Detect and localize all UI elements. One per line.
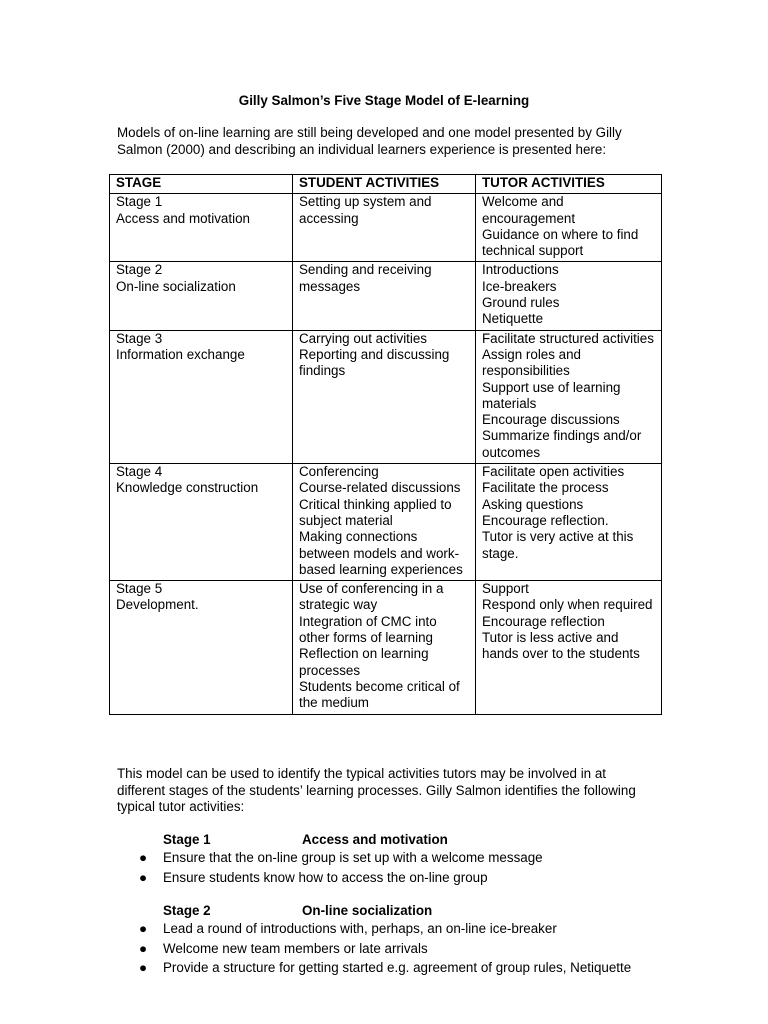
header-stage: STAGE — [110, 175, 293, 194]
tutor-activity: Support — [482, 581, 529, 597]
bullet-text: Provide a structure for getting started e.g. agreement of group rules, Netiquette — [163, 960, 632, 975]
student-activity: Integration of CMC into other forms of learning — [299, 613, 437, 646]
table-row — [110, 194, 662, 262]
table-row — [110, 464, 662, 581]
list-item — [117, 870, 677, 887]
tutor-activity: Asking questions — [482, 496, 584, 512]
stage-name: Information exchange — [116, 346, 245, 362]
tutor-activity: Facilitate structured activities — [482, 330, 654, 346]
stage-heading — [117, 903, 677, 921]
tutor-activity: Ice-breakers — [482, 278, 557, 294]
stage-bullet-list — [117, 921, 677, 977]
student-activity: Conferencing — [299, 464, 379, 480]
student-activity: Setting up system and accessing — [299, 194, 432, 226]
stage-cell — [110, 194, 293, 262]
student-activity: Carrying out activities — [299, 330, 428, 346]
tutor-activities-cell — [476, 581, 662, 714]
bullet-text: Ensure students know how to access the on-line group — [163, 869, 488, 885]
stage-number: Stage 2 — [116, 262, 163, 278]
tutor-activities-cell — [476, 330, 662, 463]
stage-name: On-line socialization — [116, 278, 236, 294]
stage-2-section — [117, 903, 677, 980]
student-activity: Use of conferencing in a strategic way — [299, 581, 444, 613]
bullet-icon: ● — [139, 940, 148, 956]
header-student-activities: STUDENT ACTIVITIES — [293, 175, 476, 194]
stage-bullet-list — [117, 850, 677, 886]
list-item — [117, 960, 643, 977]
stage-name: Development. — [116, 597, 199, 613]
stage-1-section — [117, 832, 677, 889]
bullet-icon: ● — [139, 850, 148, 865]
table-row — [110, 330, 662, 463]
student-activities-cell — [293, 262, 476, 330]
stage-cell — [110, 581, 293, 714]
student-activity: Sending and receiving messages — [299, 262, 432, 294]
student-activity: Reporting and discussing findings — [299, 346, 450, 379]
page-title: Gilly Salmon’s Five Stage Model of E-learning — [238, 93, 530, 108]
table-row — [110, 581, 662, 714]
tutor-activity: Respond only when required — [482, 597, 653, 613]
student-activities-cell — [293, 581, 476, 714]
stage-cell — [110, 330, 293, 463]
table-header-row — [110, 175, 662, 194]
tutor-activities-cell — [476, 262, 662, 330]
tutor-activity: Tutor is less active and hands over to the students — [482, 630, 640, 662]
list-item — [117, 850, 677, 867]
tutor-activity: Encourage reflection. — [482, 512, 609, 528]
stage-heading-number: Stage 2 — [163, 903, 211, 918]
stage-heading-name: On-line socialization — [302, 903, 433, 918]
table-row — [110, 262, 662, 330]
stage-heading-name: Access and motivation — [302, 832, 448, 847]
student-activities-cell — [293, 330, 476, 463]
intro-paragraph: Models of on-line learning are still being developed and one model presented by Gilly Salmon (2000) and describing an individual learners experience is presented here: — [117, 125, 622, 157]
student-activity: Reflection on learning processes — [299, 646, 429, 678]
tutor-activity: Facilitate the process — [482, 480, 609, 496]
bullet-text: Welcome new team members or late arrivals — [163, 940, 428, 956]
tutor-activity: Facilitate open activities — [482, 464, 625, 480]
five-stage-table — [109, 174, 662, 715]
bullet-icon: ● — [139, 869, 148, 885]
stage-heading — [117, 832, 677, 850]
tutor-activity: Welcome and encouragement — [482, 194, 576, 226]
tutor-activity: Encourage discussions — [482, 412, 620, 428]
tutor-activity: Guidance on where to find technical support — [482, 226, 639, 259]
stage-number: Stage 3 — [116, 330, 163, 346]
stage-number: Stage 1 — [116, 194, 163, 210]
tutor-activity: Netiquette — [482, 311, 544, 327]
stage-number: Stage 4 — [116, 464, 163, 480]
student-activities-cell — [293, 464, 476, 581]
bullet-icon: ● — [139, 921, 148, 936]
summary-paragraph: This model can be used to identify the typical activities tutors may be involved in at different stages of the students’ learning processes. Gilly Salmon identifies the following typical tutor activities: — [117, 766, 636, 814]
tutor-activity: Support use of learning materials — [482, 379, 621, 411]
stage-cell — [110, 464, 293, 581]
bullet-icon: ● — [139, 960, 148, 975]
tutor-activities-cell — [476, 464, 662, 581]
bullet-text: Ensure that the on-line group is set up with a welcome message — [163, 850, 543, 865]
tutor-activity: Encourage reflection — [482, 613, 605, 629]
stage-cell — [110, 262, 293, 330]
tutor-activity: Tutor is very active at this stage. — [482, 529, 634, 561]
stage-name: Access and motivation — [116, 210, 250, 226]
tutor-activity: Summarize findings and/or outcomes — [482, 428, 642, 460]
tutor-activity: Introductions — [482, 262, 559, 278]
stage-number: Stage 5 — [116, 581, 163, 597]
tutor-activities-cell — [476, 194, 662, 262]
student-activity: Course-related discussions — [299, 480, 461, 496]
tutor-activity: Assign roles and responsibilities — [482, 346, 581, 379]
student-activity: Critical thinking applied to subject material — [299, 496, 452, 528]
tutor-activity: Ground rules — [482, 295, 560, 311]
list-item — [117, 921, 677, 938]
student-activities-cell — [293, 194, 476, 262]
stage-heading-number: Stage 1 — [163, 832, 211, 847]
student-activity: Making connections between models and work-based learning experiences — [299, 529, 463, 577]
header-tutor-activities: TUTOR ACTIVITIES — [476, 175, 662, 194]
student-activity: Students become critical of the medium — [299, 678, 460, 711]
list-item — [117, 941, 677, 958]
bullet-text: Lead a round of introductions with, perhaps, an on-line ice-breaker — [163, 921, 557, 936]
stage-name: Knowledge construction — [116, 480, 259, 496]
